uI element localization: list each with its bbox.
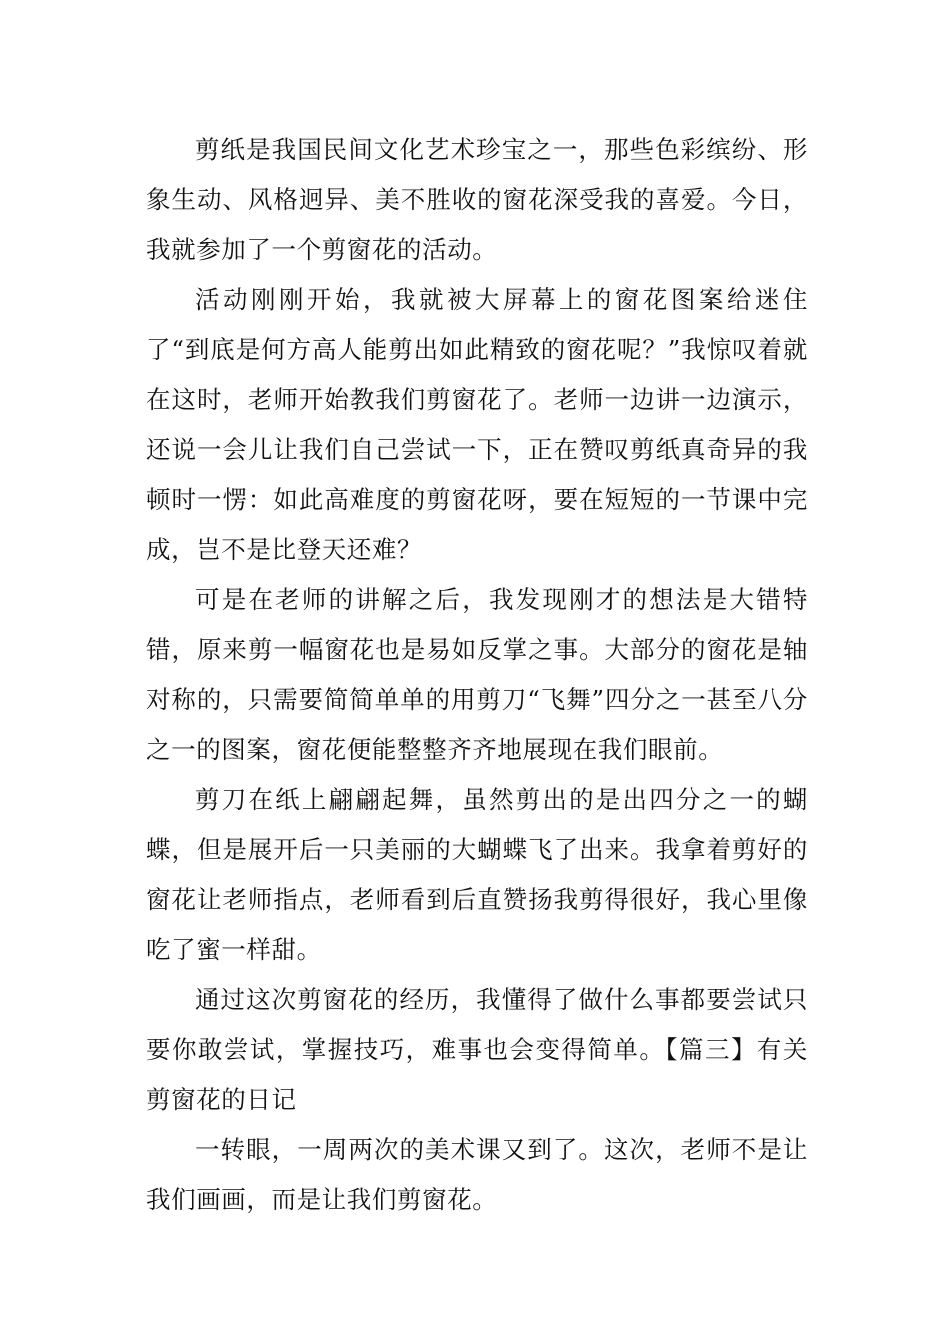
paragraph-5: 通过这次剪窗花的经历，我懂得了做什么事都要尝试只要你敢尝试，掌握技巧，难事也会变得简单。【篇三】有关剪窗花的日记: [146, 985, 808, 1114]
paragraph-6: 一转眼，一周两次的美术课又到了。这次，老师不是让我们画画，而是让我们剪窗花。: [146, 1135, 808, 1214]
paragraph-3: 可是在老师的讲解之后，我发现刚才的想法是大错特错，原来剪一幅窗花也是易如反掌之事。大部分的窗花是轴对称的，只需要简简单单的用剪刀“飞舞”四分之一甚至八分之一的图案，窗花便能整整齐齐地展现在我们眼前。: [146, 585, 808, 764]
document-body: [146, 125, 808, 1225]
paragraph-2: 活动刚刚开始，我就被大屏幕上的窗花图案给迷住了“到底是何方高人能剪出如此精致的窗花呢？”我惊叹着就在这时，老师开始教我们剪窗花了。老师一边讲一边演示，还说一会儿让我们自己尝试一下，正在赞叹剪纸真奇异的我顿时一愣：如此高难度的剪窗花呀，要在短短的一节课中完成，岂不是比登天还难？: [146, 285, 808, 564]
paragraph-1: 剪纸是我国民间文化艺术珍宝之一，那些色彩缤纷、形象生动、风格迥异、美不胜收的窗花深受我的喜爱。今日，我就参加了一个剪窗花的活动。: [146, 135, 808, 264]
paragraph-4: 剪刀在纸上翩翩起舞，虽然剪出的是出四分之一的蝴蝶，但是展开后一只美丽的大蝴蝶飞了出来。我拿着剪好的窗花让老师指点，老师看到后直赞扬我剪得很好，我心里像吃了蜜一样甜。: [146, 785, 808, 964]
